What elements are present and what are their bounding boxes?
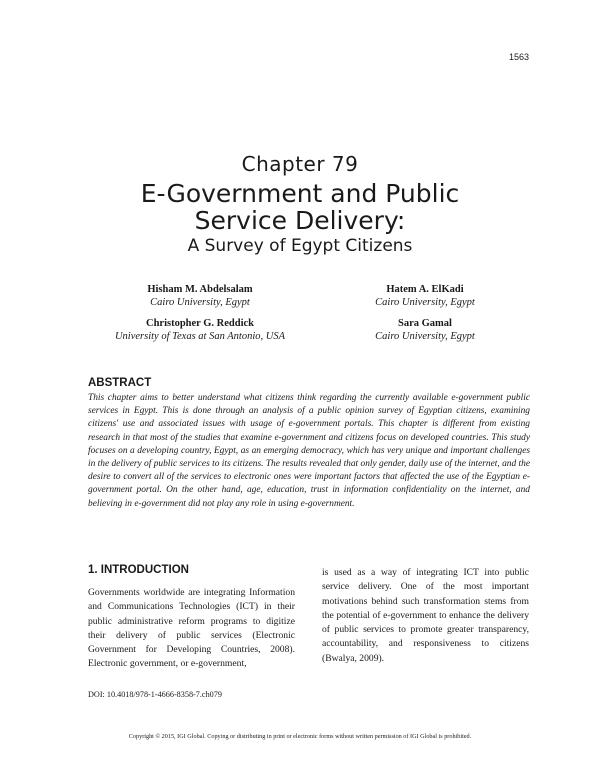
- author-affiliation: Cairo University, Egypt: [375, 297, 475, 308]
- doi: DOI: 10.4018/978-1-4666-8358-7.ch079: [88, 690, 222, 699]
- author-name: Hatem A. ElKadi: [386, 284, 464, 295]
- abstract-text: This chapter aims to better understand what citizens think regarding the currently available e-government public services in Egypt. This is done through an analysis of a public opinion survey of Egyptian citizens, examining citizens' use and associated issues with usage of e-government portals. This chapter is different from existing research in that most of the studies that examine e-government and citizens focus on developed countries. This study focuses on a developing country, Egypt, as an emerging democracy, which has very unique and important challenges in the delivery of public services to its citizens. The results revealed that only gender, daily use of the internet, and the desire to convert all of the services to electronic ones were important factors that affected the use of the Egyptian e-government portal. On the other hand, age, education, trust in information confidentiality on the internet, and believing in e-government did not play any role in using e-government.: [88, 393, 530, 509]
- author-affiliation: Cairo University, Egypt: [150, 297, 250, 308]
- author-affiliation: University of Texas at San Antonio, USA: [114, 331, 286, 342]
- chapter-subtitle: A Survey of Egypt Citizens: [187, 236, 413, 256]
- copyright-notice: Copyright © 2015, IGI Global. Copying or distributing in print or electronic forms without written permission of IGI Global is prohibited.: [128, 733, 472, 740]
- author-affiliation: Cairo University, Egypt: [375, 331, 475, 342]
- author-block: [325, 283, 525, 309]
- author-block: [100, 283, 300, 309]
- introduction-right-column: is used as a way of integrating ICT into public service delivery. One of the most important motivations behind such transformation stems from the potential of e-government to enhance the delivery of public services to promote greater transparency, accountability, and responsiveness to citizens (Bwalya, 2009).: [322, 567, 529, 664]
- author-block: [90, 317, 310, 343]
- author-name: Sara Gamal: [398, 318, 452, 329]
- introduction-left-column: Governments worldwide are integrating Information and Communications Technologies (ICT) in their public administrative reform programs to digitize their delivery of public services (Electronic Government for Developing Countries, 2008). Electronic government, or e-government,: [88, 587, 295, 670]
- author-block: [325, 317, 525, 343]
- title-line-2: Service Delivery:: [194, 206, 406, 235]
- chapter-label: Chapter 79: [241, 152, 359, 176]
- author-name: Christopher G. Reddick: [145, 318, 255, 329]
- introduction-heading: 1. INTRODUCTION: [88, 564, 189, 576]
- abstract-heading: ABSTRACT: [88, 377, 152, 389]
- title-line-1: E-Government and Public: [140, 179, 460, 208]
- page-number: 1563: [508, 52, 529, 62]
- chapter-title: [0, 180, 600, 234]
- author-name: Hisham M. Abdelsalam: [147, 284, 253, 295]
